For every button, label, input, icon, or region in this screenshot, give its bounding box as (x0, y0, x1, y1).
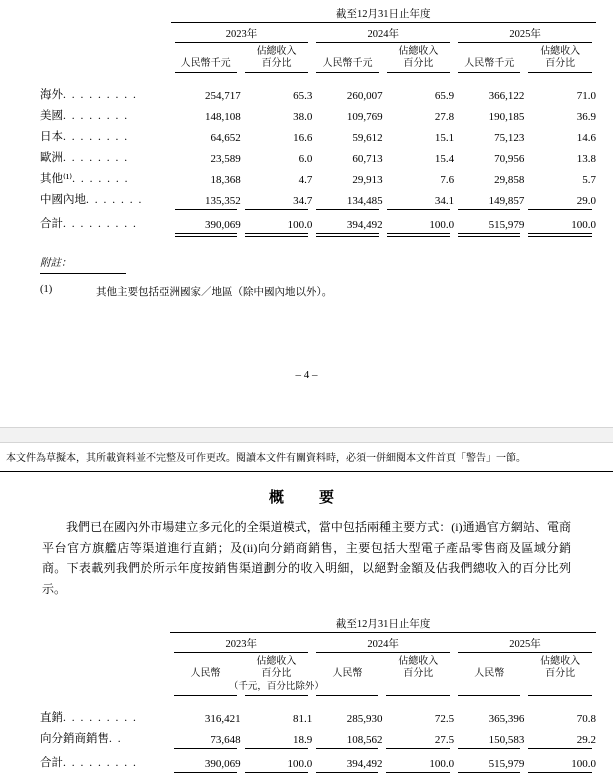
cell-value: 366,122 (454, 81, 524, 102)
cell-value: 14.6 (524, 123, 596, 144)
cell-value: 390,069 (170, 750, 240, 770)
cell-value: 260,007 (312, 81, 382, 102)
cell-value: 134,485 (312, 186, 382, 207)
year-header-2025: 2025年 (454, 26, 596, 41)
subheader-pct-line2: 百分比 (545, 668, 575, 679)
body-paragraph: 我們已在國內外市場建立多元化的全渠道模式，當中包括兩種主要方式：(i)通過官方網站、電商平台官方旗艦店等渠道進行直銷；及(ii)向分銷商銷售，主要包括大型電子產品零售商及區域分銷商。下表載列我們於所示年度按銷售渠道劃分的收入明細，以絕對金額及佔我們總收入的百分比列示。 (42, 517, 571, 600)
cell-value: 70.8 (524, 704, 596, 725)
revenue-by-channel-table-wrapper (40, 616, 613, 773)
row-dots: . . . . . . . . (63, 152, 129, 164)
subheader-pct-2024 (382, 656, 454, 680)
row-label: 其他⁽¹⁾ (40, 173, 72, 185)
cell-value: 5.7 (524, 165, 596, 186)
row-dots: . . . . . . . . . (63, 712, 137, 724)
row-label: 向分銷商銷售 (40, 733, 109, 745)
cell-value: 515,979 (454, 750, 524, 770)
subheader-pct-line2: 百分比 (545, 58, 575, 69)
subheader-pct-line1: 佔總收入 (540, 46, 580, 57)
row-dots: . . . . . . . (72, 173, 129, 185)
cell-value: 285,930 (312, 704, 382, 725)
cell-value: 65.9 (383, 81, 455, 102)
subheader-amount-2025: 人民幣 (454, 656, 524, 680)
cell-value: 100.0 (241, 211, 313, 231)
cell-value: 75,123 (454, 123, 524, 144)
section-title: 概 要 (0, 486, 613, 507)
cell-value: 29,858 (454, 165, 524, 186)
year-header-2024: 2024年 (312, 26, 454, 41)
row-dots: . . . . . . . (86, 194, 143, 206)
cell-value: 515,979 (454, 211, 524, 231)
revenue-by-region-table-wrapper (40, 6, 613, 237)
row-dots: . . . . . . . . . (63, 757, 137, 769)
row-label: 歐洲 (40, 152, 63, 164)
unit-note-row (40, 680, 596, 693)
page-number: – 4 – (0, 369, 613, 381)
table-row (40, 165, 596, 186)
cell-value: 390,069 (171, 211, 241, 231)
cell-value: 150,583 (454, 725, 524, 746)
table-row (40, 704, 596, 725)
table-subheader-row (40, 46, 596, 70)
subheader-pct-line1: 佔總收入 (256, 656, 296, 667)
table-row-total (40, 750, 596, 770)
cell-value: 81.1 (241, 704, 313, 725)
row-label: 直銷 (40, 712, 63, 724)
footnote-item (40, 284, 613, 299)
cell-value: 100.0 (383, 211, 455, 231)
table-subheader-row (40, 656, 596, 680)
subheader-amount-2024: 人民幣千元 (312, 46, 382, 70)
footnote-divider (40, 273, 126, 274)
cell-value: 23,589 (171, 144, 241, 165)
cell-value: 64,652 (171, 123, 241, 144)
row-dots: . . . . . . . . . (63, 218, 137, 230)
subheader-amount-2024: 人民幣 (312, 656, 382, 680)
cell-value: 59,612 (312, 123, 382, 144)
total-bottom-rule-row (40, 231, 596, 237)
cell-value: 100.0 (524, 211, 596, 231)
cell-value: 6.0 (241, 144, 313, 165)
cell-value: 100.0 (241, 750, 313, 770)
subheader-pct-2023 (241, 46, 313, 70)
unit-note: （千元，百分比除外） (170, 680, 382, 693)
cell-value: 34.7 (241, 186, 313, 207)
spacer-row (40, 73, 596, 81)
cell-value: 72.5 (382, 704, 454, 725)
table-row (40, 102, 596, 123)
subheader-pct-line2: 百分比 (261, 668, 291, 679)
spacer-row (40, 696, 596, 704)
row-dots: . . (109, 733, 122, 745)
cell-value: 73,648 (170, 725, 240, 746)
subheader-pct-line1: 佔總收入 (398, 46, 438, 57)
period-header: 截至12月31日止年度 (170, 616, 596, 631)
cell-value: 29.2 (524, 725, 596, 746)
cell-value: 27.8 (383, 102, 455, 123)
row-label: 海外 (40, 89, 63, 101)
cell-value: 60,713 (312, 144, 382, 165)
cell-value: 70,956 (454, 144, 524, 165)
cell-value: 18,368 (171, 165, 241, 186)
subheader-pct-line1: 佔總收入 (398, 656, 438, 667)
table-row (40, 725, 596, 746)
footnotes-title: 附註： (40, 255, 613, 270)
table-header-years-row (40, 636, 596, 651)
cell-value: 15.4 (383, 144, 455, 165)
table-header-years-row (40, 26, 596, 41)
row-label: 中國內地 (40, 194, 86, 206)
page-separator (0, 427, 613, 443)
cell-value: 15.1 (383, 123, 455, 144)
cell-value: 190,185 (454, 102, 524, 123)
row-label: 合計 (40, 218, 63, 230)
subheader-pct-line2: 百分比 (403, 58, 433, 69)
cell-value: 109,769 (312, 102, 382, 123)
table-row-total (40, 211, 596, 231)
cell-value: 135,352 (171, 186, 241, 207)
cell-value: 394,492 (312, 211, 382, 231)
cell-value: 65.3 (241, 81, 313, 102)
table-row (40, 123, 596, 144)
cell-value: 4.7 (241, 165, 313, 186)
row-label: 日本 (40, 131, 63, 143)
subheader-amount-2023: 人民幣 (170, 656, 240, 680)
row-dots: . . . . . . . . (63, 131, 129, 143)
cell-value: 29,913 (312, 165, 382, 186)
subheader-pct-line2: 百分比 (403, 668, 433, 679)
year-header-2024: 2024年 (312, 636, 454, 651)
row-dots: . . . . . . . . (63, 110, 129, 122)
year-header-2025: 2025年 (454, 636, 596, 651)
top-page-content (0, 0, 613, 381)
table-row (40, 186, 596, 207)
cell-value: 34.1 (383, 186, 455, 207)
cell-value: 36.9 (524, 102, 596, 123)
year-header-2023: 2023年 (170, 636, 312, 651)
cell-value: 394,492 (312, 750, 382, 770)
row-dots: . . . . . . . . . (63, 89, 137, 101)
footnote-number: (1) (40, 284, 96, 299)
cell-value: 100.0 (524, 750, 596, 770)
subheader-pct-2024 (383, 46, 455, 70)
cell-value: 16.6 (241, 123, 313, 144)
cell-value: 29.0 (524, 186, 596, 207)
cell-value: 27.5 (382, 725, 454, 746)
subheader-pct-2023 (241, 656, 313, 680)
year-header-2023: 2023年 (171, 26, 313, 41)
table-row (40, 81, 596, 102)
cell-value: 254,717 (171, 81, 241, 102)
cell-value: 316,421 (170, 704, 240, 725)
subheader-amount-2023: 人民幣千元 (171, 46, 241, 70)
cell-value: 148,108 (171, 102, 241, 123)
row-label: 合計 (40, 757, 63, 769)
subheader-pct-line1: 佔總收入 (540, 656, 580, 667)
cell-value: 108,562 (312, 725, 382, 746)
period-header: 截至12月31日止年度 (171, 6, 596, 21)
cell-value: 149,857 (454, 186, 524, 207)
cell-value: 38.0 (241, 102, 313, 123)
row-label: 美國 (40, 110, 63, 122)
subheader-pct-line1: 佔總收入 (257, 46, 297, 57)
footnote-text: 其他主要包括亞洲國家／地區（除中國內地以外）。 (96, 284, 332, 299)
revenue-by-channel-table (40, 616, 596, 773)
cell-value: 7.6 (383, 165, 455, 186)
table-header-period-row (40, 616, 596, 631)
cell-value: 365,396 (454, 704, 524, 725)
cell-value: 18.9 (241, 725, 313, 746)
subheader-pct-2025 (524, 46, 596, 70)
subheader-amount-2025: 人民幣千元 (454, 46, 524, 70)
cell-value: 71.0 (524, 81, 596, 102)
table-header-period-row (40, 6, 596, 21)
draft-warning-banner: 本文件為草擬本，其所載資料並不完整及可作更改。閱讀本文件有關資料時，必須一併細閱本文件首頁「警告」一節。 (0, 443, 613, 472)
subheader-pct-2025 (524, 656, 596, 680)
revenue-by-region-table (40, 6, 596, 237)
table-row (40, 144, 596, 165)
subheader-pct-line2: 百分比 (262, 58, 292, 69)
bottom-page-content (0, 443, 613, 773)
footnotes-section (40, 255, 613, 299)
cell-value: 100.0 (382, 750, 454, 770)
cell-value: 13.8 (524, 144, 596, 165)
